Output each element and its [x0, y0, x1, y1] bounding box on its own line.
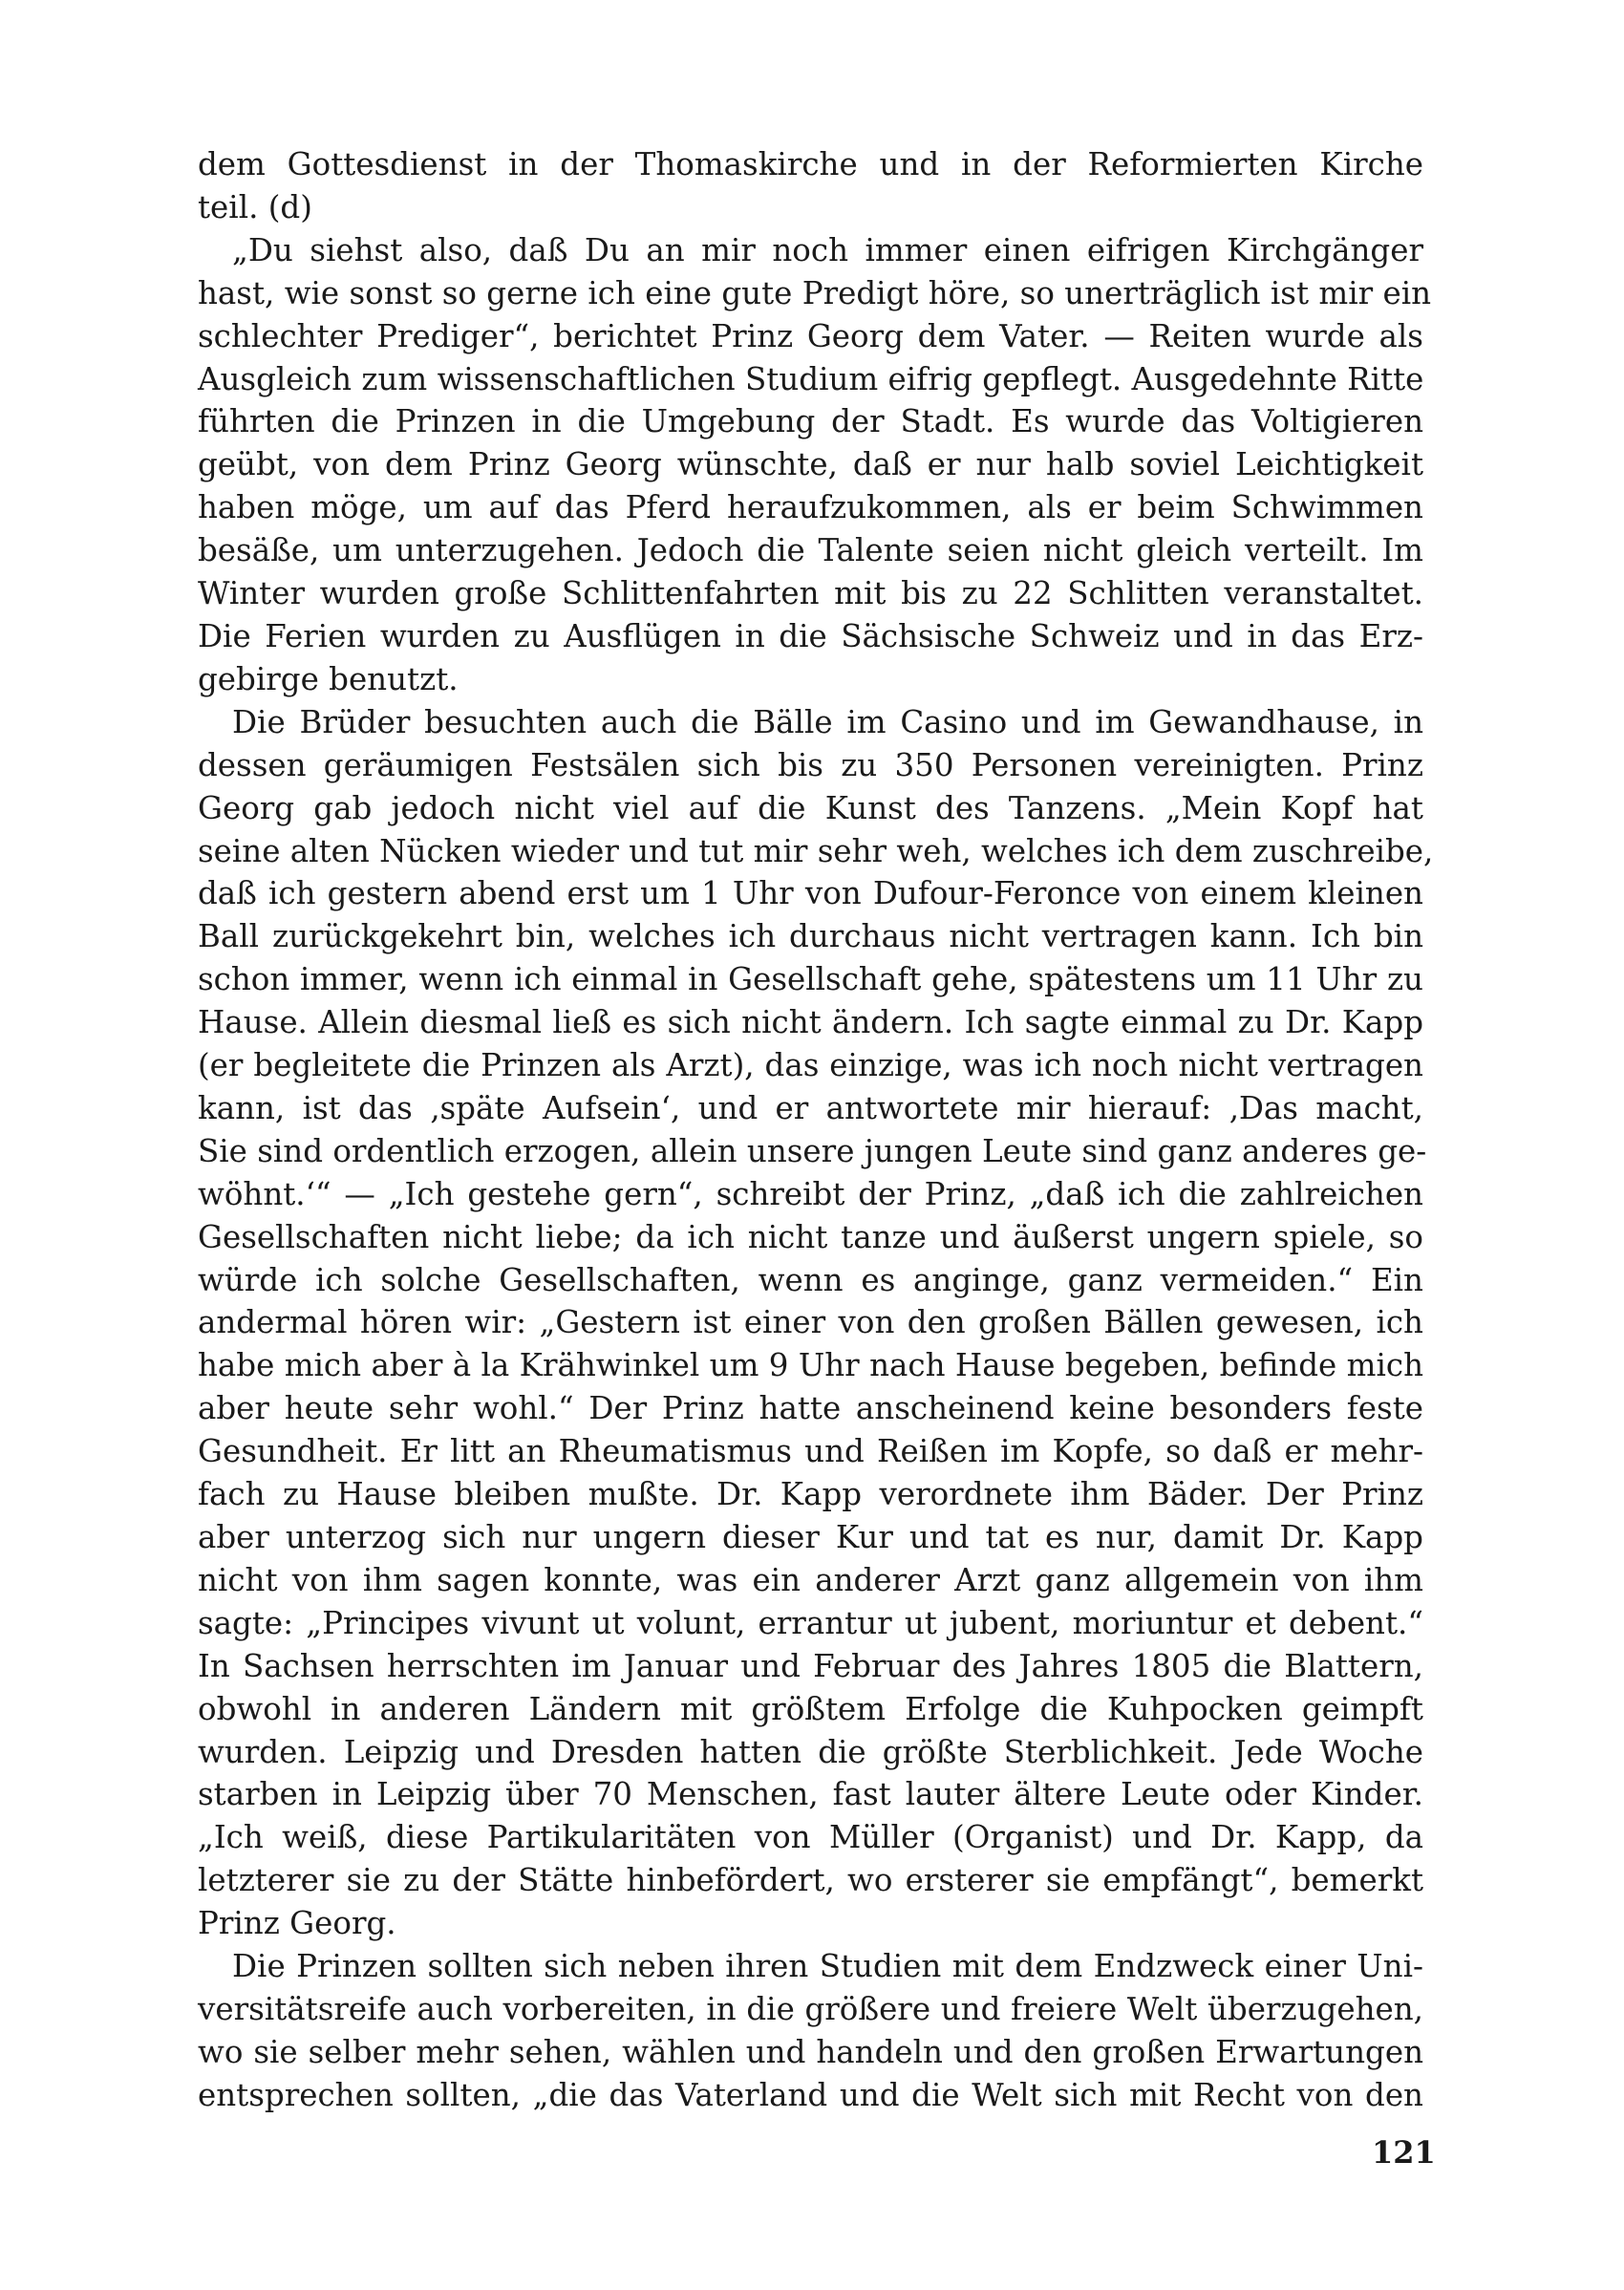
- paragraph: [198, 701, 1434, 1945]
- text-line: aber heute sehr wohl.“ Der Prinz hatte anscheinend keine besonders feste: [198, 1390, 1423, 1427]
- text-line: nicht von ihm sagen konnte, was ein anderer Arzt ganz allgemein von ihm: [198, 1561, 1423, 1598]
- text-line: wöhnt.‘“ — „Ich gestehe gern“, schreibt der Prinz, „daß ich die zahlreichen: [198, 1175, 1423, 1212]
- text-line: dem Gottesdienst in der Thomaskirche und in der Reformierten Kirche: [198, 146, 1423, 182]
- text-line: seine alten Nücken wieder und tut mir sehr weh, welches ich dem zuschreibe,: [198, 832, 1434, 869]
- text-line: fach zu Hause bleiben mußte. Dr. Kapp verordnete ihm Bäder. Der Prinz: [198, 1476, 1423, 1513]
- text-line: versitätsreife auch vorbereiten, in die größere und freiere Welt überzugehen,: [198, 1990, 1423, 2027]
- text-line: dessen geräumigen Festsälen sich bis zu 350 Personen vereinigten. Prinz: [198, 746, 1423, 783]
- text-line: teil. (d): [198, 188, 312, 225]
- text-line: daß ich gestern abend erst um 1 Uhr von Dufour-Feronce von einem kleinen: [198, 875, 1423, 912]
- text-line: führten die Prinzen in die Umgebung der Stadt. Es wurde das Voltigieren: [198, 403, 1423, 440]
- text-line: Ausgleich zum wissenschaftlichen Studium eifrig gepflegt. Ausgedehnte Ritte: [198, 360, 1424, 397]
- text-line: habe mich aber à la Krähwinkel um 9 Uhr nach Hause begeben, befinde mich: [198, 1347, 1423, 1384]
- text-line: entsprechen sollten, „die das Vaterland und die Welt sich mit Recht von den: [198, 2076, 1423, 2113]
- text-line: Die Brüder besuchten auch die Bälle im Casino und im Gewandhause, in: [232, 703, 1423, 740]
- text-line: In Sachsen herrschten im Januar und Februar des Jahres 1805 die Blattern,: [198, 1647, 1423, 1684]
- text-line: gebirge benutzt.: [198, 660, 459, 697]
- text-line: sagte: „Principes vivunt ut volunt, errantur ut jubent, moriuntur et debent.“: [198, 1604, 1423, 1641]
- text-line: Die Prinzen sollten sich neben ihren Studien mit dem Endzweck einer Uni-: [232, 1948, 1423, 1985]
- text-line: Gesundheit. Er litt an Rheumatismus und Reißen im Kopfe, so daß er mehr-: [198, 1433, 1423, 1470]
- text-line: Ball zurückgekehrt bin, welches ich durchaus nicht vertragen kann. Ich bin: [198, 918, 1423, 955]
- text-line: Gesellschaften nicht liebe; da ich nicht tanze und äußerst ungern spiele, so: [198, 1218, 1423, 1255]
- text-line: würde ich solche Gesellschaften, wenn es anginge, ganz vermeiden.“ Ein: [198, 1261, 1423, 1298]
- text-line: schon immer, wenn ich einmal in Gesellschaft gehe, spätestens um 11 Uhr zu: [198, 961, 1423, 998]
- paragraph: [198, 143, 1423, 229]
- text-line: starben in Leipzig über 70 Menschen, fast lauter ältere Leute oder Kinder.: [198, 1776, 1423, 1813]
- text-line: hast, wie sonst so gerne ich eine gute Predigt höre, so unerträglich ist mir ein: [198, 274, 1432, 311]
- text-line: Winter wurden große Schlittenfahrten mit bis zu 22 Schlitten veranstaltet.: [198, 575, 1423, 612]
- text-line: aber unterzog sich nur ungern dieser Kur und tat es nur, damit Dr. Kapp: [198, 1519, 1423, 1555]
- text-line: besäße, um unterzugehen. Jedoch die Talente seien nicht gleich verteilt. Im: [198, 532, 1423, 569]
- paragraph: [198, 1945, 1423, 2117]
- text-line: „Ich weiß, diese Partikularitäten von Müller (Organist) und Dr. Kapp, da: [198, 1819, 1423, 1856]
- text-line: Hause. Allein diesmal ließ es sich nicht ändern. Ich sagte einmal zu Dr. Kapp: [198, 1004, 1423, 1041]
- text-line: wurden. Leipzig und Dresden hatten die größte Sterblichkeit. Jede Woche: [198, 1733, 1423, 1770]
- text-line: Georg gab jedoch nicht viel auf die Kunst des Tanzens. „Mein Kopf hat: [198, 789, 1423, 826]
- text-line: wo sie selber mehr sehen, wählen und handeln und den großen Erwartungen: [198, 2033, 1423, 2070]
- text-line: „Du siehst also, daß Du an mir noch immer einen eifrigen Kirchgänger: [232, 231, 1423, 268]
- text-line: andermal hören wir: „Gestern ist einer von den großen Bällen gewesen, ich: [198, 1304, 1423, 1341]
- text-line: geübt, von dem Prinz Georg wünschte, daß er nur halb soviel Leichtigkeit: [198, 446, 1423, 483]
- page-body: [198, 143, 1434, 2117]
- text-line: Prinz Georg.: [198, 1905, 396, 1942]
- text-line: Sie sind ordentlich erzogen, allein unsere jungen Leute sind ganz anderes ge-: [198, 1132, 1427, 1169]
- page-number: 121: [1372, 2134, 1436, 2171]
- text-line: Die Ferien wurden zu Ausflügen in die Sächsische Schweiz und in das Erz-: [198, 617, 1423, 654]
- text-line: kann, ist das ‚späte Aufsein‘, und er antwortete mir hierauf: ‚Das macht,: [198, 1089, 1423, 1126]
- text-line: (er begleitete die Prinzen als Arzt), das einzige, was ich noch nicht vertragen: [198, 1047, 1423, 1084]
- text-line: haben möge, um auf das Pferd heraufzukommen, als er beim Schwimmen: [198, 489, 1423, 526]
- paragraph: [198, 229, 1432, 701]
- text-line: schlechter Prediger“, berichtet Prinz Georg dem Vater. — Reiten wurde als: [198, 317, 1423, 354]
- text-line: letzterer sie zu der Stätte hinbefördert, wo ersterer sie empfängt“, bemerkt: [198, 1862, 1423, 1899]
- text-line: obwohl in anderen Ländern mit größtem Erfolge die Kuhpocken geimpft: [198, 1690, 1423, 1727]
